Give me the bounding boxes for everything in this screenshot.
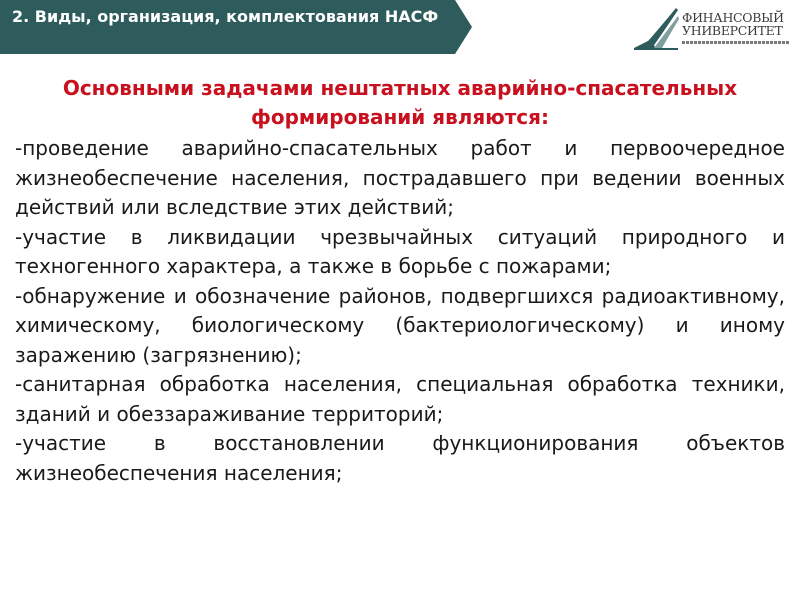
task-item: -участие в ликвидации чрезвычайных ситуаций природного и техногенного характера, а также в борьбе с пожарами; bbox=[15, 224, 785, 278]
task-item: -обнаружение и обозначение районов, подвергшихся радиоактивному, химическому, биологическому (бактериологическому) и иному заражению (загрязнению); bbox=[15, 283, 785, 367]
logo-tagline bbox=[682, 41, 790, 44]
task-item: -санитарная обработка населения, специальная обработка техники, зданий и обеззараживание территорий; bbox=[15, 372, 785, 426]
university-logo-icon bbox=[632, 4, 680, 52]
main-content bbox=[15, 74, 785, 488]
task-item: -участие в восстановлении функционирования объектов жизнеобеспечения населения; bbox=[15, 431, 785, 485]
university-name: ФИНАНСОВЫЙ УНИВЕРСИТЕТ bbox=[682, 10, 784, 38]
task-item: -проведение аварийно-спасательных работ и первоочередное жизнеобеспечение населения, пострадавшего при ведении военных действий или вследствие этих действий; bbox=[15, 136, 785, 219]
slide-title: 2. Виды, организация, комплектования НАСФ bbox=[12, 7, 439, 26]
university-logo bbox=[632, 4, 792, 52]
section-heading: Основными задачами нештатных аварийно-спасательных формирований являются: bbox=[62, 76, 738, 129]
